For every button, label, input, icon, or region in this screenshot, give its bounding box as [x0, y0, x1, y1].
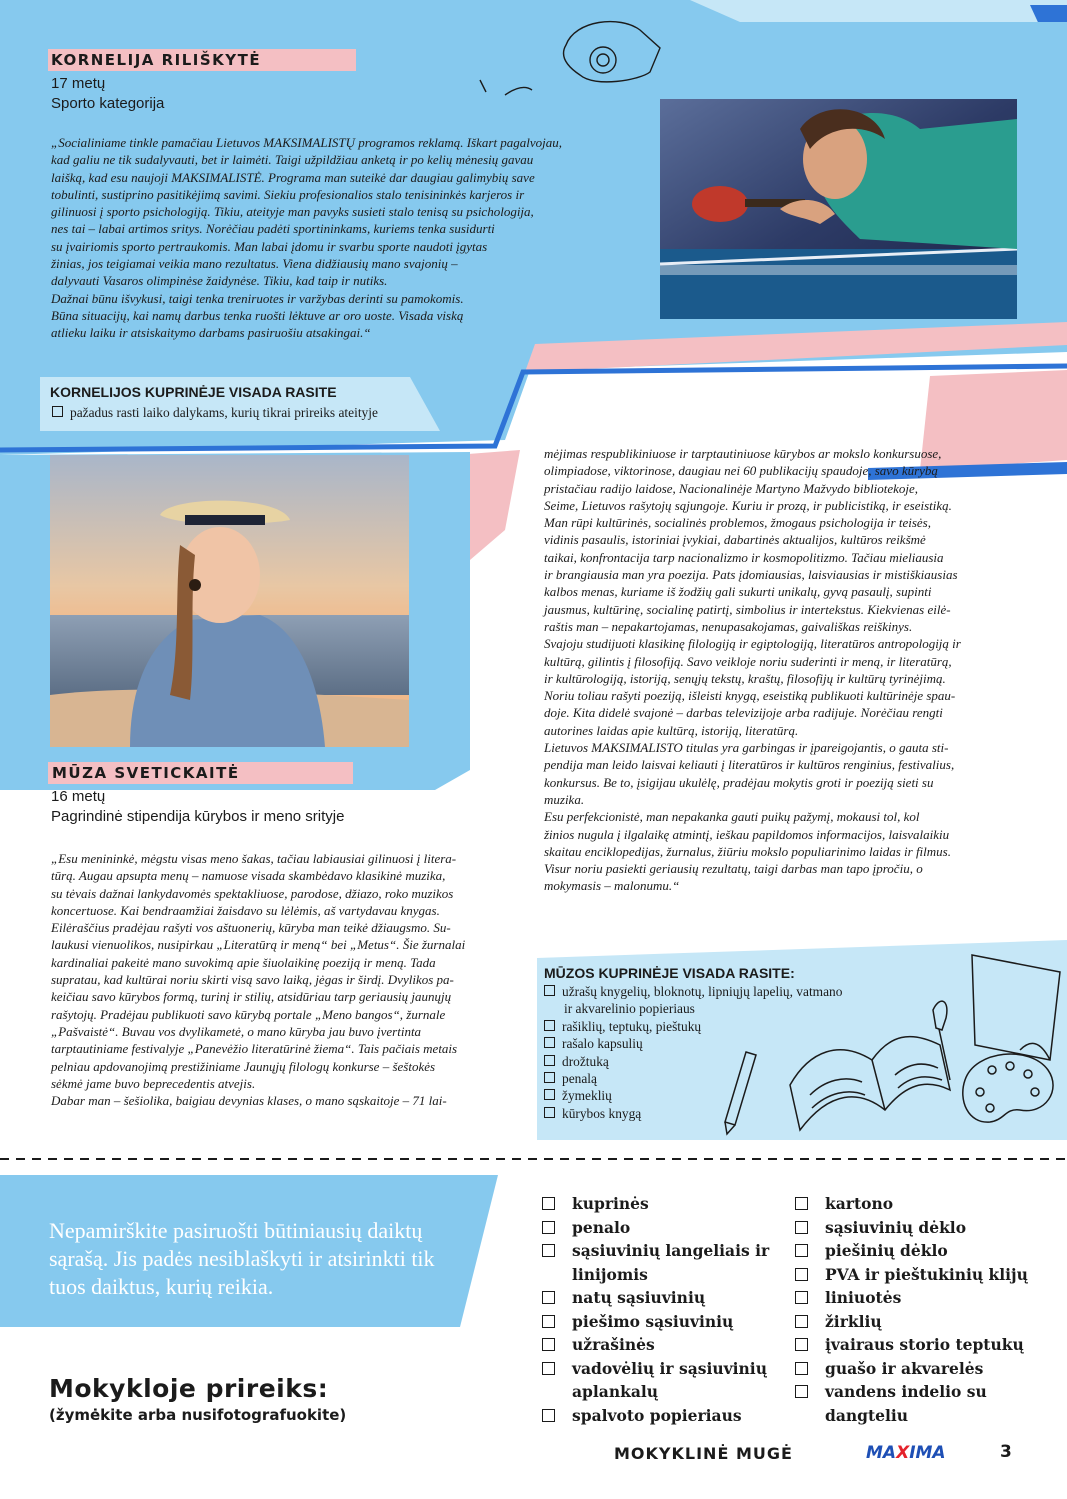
school-list-col1 — [540, 1192, 780, 1427]
school-list-item[interactable]: žirklių — [793, 1310, 1043, 1334]
checkbox-icon[interactable] — [795, 1221, 808, 1234]
checkbox-icon[interactable] — [795, 1244, 808, 1257]
school-list-item[interactable]: sąsiuvinių langeliais ir linijomis — [540, 1239, 780, 1286]
muza-backpack-item: žymeklių — [544, 1087, 894, 1104]
checkbox-icon[interactable] — [544, 985, 555, 996]
checkbox-icon[interactable] — [795, 1385, 808, 1398]
muza-category: Pagrindinė stipendija kūrybos ir meno srityje — [51, 808, 345, 825]
muza-name-accent — [38, 762, 48, 784]
school-list-item[interactable]: sąsiuvinių dėklo — [793, 1216, 1043, 1240]
school-list-item[interactable]: užrašinės — [540, 1333, 780, 1357]
checkbox-icon[interactable] — [542, 1221, 555, 1234]
muza-backpack-item: rašiklių, teptukų, pieštukų — [544, 1018, 894, 1035]
muza-backpack-item: užrašų knygelių, bloknotų, lipniųjų lapelių, vatmano — [544, 983, 894, 1000]
school-list-item[interactable]: liniuotės — [793, 1286, 1043, 1310]
muza-backpack-item-cont: ir akvarelinio popieriaus — [564, 1001, 695, 1017]
muza-backpack-box — [544, 965, 894, 1122]
checkbox-icon[interactable] — [795, 1338, 808, 1351]
kornelija-age: 17 metų — [51, 75, 106, 92]
school-subtitle: (žymėkite arba nusifotografuokite) — [49, 1406, 347, 1424]
checkbox-icon[interactable] — [544, 1020, 555, 1031]
kornelija-name: KORNELIJA RILIŠKYTĖ — [48, 49, 356, 71]
muza-quote-left: „Esu menininkė, mėgstu visas meno šakas, tačiau labiausiai gilinuosi į litera- tūrą. Augau apsupta menų – namuose visada skambėdavo klasikinė muzika, su tėvais dažnai lankydavomės spektakliuose, parodose, džiazo, roko muzikos koncertuose. Kai bendraamžiai žaisdavo su lėlėmis, aš vartydavau knygas. Eilėraščius pradėjau rašyti vos aštuonerių, kūryba man teikė džiaugsmo. Su- laukusi vienuolikos, nusipirkau „Literatūrą ir meną“ bei „Metus“. Šie žurnalai kardinaliai pakeitė mano suvokimą apie šiuolaikinę poeziją ir meną. Tada supratau, kad kultūrai noriu skirti visą savo laiką, jėgas ir širdį. Dvylikos pa- keičiau savo kūrybos formą, turinį ir stilių, atsidūriau tarp geriausių jaunųjų rašytojų. Pradėjau publikuoti savo kūrybą portale „Meno bangos“, žurnale „Pašvaistė“. Buvau vos dvylikametė, o mano kūryba jau buvo įvertinta tarptautiniame festivalyje „Panevėžio literatūrinė žiema“. Tais pačiais metais pelniau apdovanojimą prestižiniame Jaunųjų filologų konkurse – šeštokės sėkmė jame buvo beprecedentis atvejis. Dabar man – šešiolika, baigiau devynias klases, o mano sąskaitoje – 71 lai- — [51, 851, 466, 1109]
maxima-logo: MAXIMA — [866, 1443, 946, 1463]
checkbox-icon[interactable] — [542, 1409, 555, 1422]
checkbox-icon[interactable] — [544, 1107, 555, 1118]
kornelija-backpack-box — [0, 377, 440, 431]
checkbox-icon[interactable] — [795, 1268, 808, 1281]
school-list-item[interactable]: piešimo sąsiuvinių — [540, 1310, 780, 1334]
checkbox-icon[interactable] — [544, 1055, 555, 1066]
checkbox-icon[interactable] — [542, 1244, 555, 1257]
muza-backpack-item: kūrybos knygą — [544, 1105, 894, 1122]
school-list-item[interactable]: natų sąsiuvinių — [540, 1286, 780, 1310]
checkbox-icon[interactable] — [795, 1362, 808, 1375]
kornelija-backpack-item: pažadus rasti laiko dalykams, kurių tikrai prireiks ateityje — [52, 404, 378, 421]
checkbox-icon[interactable] — [544, 1037, 555, 1048]
muza-photo — [50, 455, 409, 747]
checkbox-icon[interactable] — [542, 1362, 555, 1375]
school-list-item[interactable]: vadovėlių ir sąsiuvinių aplankalų — [540, 1357, 780, 1404]
school-list-col2 — [793, 1192, 1043, 1427]
checkbox-icon[interactable] — [542, 1197, 555, 1210]
school-title: Mokykloje prireiks: — [49, 1374, 329, 1403]
muza-name: MŪZA SVETICKAITĖ — [38, 762, 353, 784]
school-list-item[interactable]: kuprinės — [540, 1192, 780, 1216]
muza-backpack-item: drožtuką — [544, 1053, 894, 1070]
kornelija-category: Sporto kategorija — [51, 95, 165, 112]
checkbox-icon[interactable] — [795, 1291, 808, 1304]
page-number: 3 — [1000, 1442, 1012, 1462]
kornelija-photo — [660, 99, 1017, 319]
muza-age: 16 metų — [51, 788, 106, 805]
muza-backpack-item: rašalo kapsulių — [544, 1035, 894, 1052]
school-list-item[interactable]: PVA ir pieštukinių klijų — [793, 1263, 1043, 1287]
checkbox-icon[interactable] — [542, 1291, 555, 1304]
footer-label: MOKYKLINĖ MUGĖ — [614, 1444, 793, 1463]
muza-backpack-item: penalą — [544, 1070, 894, 1087]
school-list-item[interactable]: penalo — [540, 1216, 780, 1240]
muza-quote-right: mėjimas respublikiniuose ir tarptautiniuose kūrybos ar mokslo konkursuose, olimpiadose, viktorinose, daugiau nei 60 publikacijų spaudoje, savo kūrybą pristačiau radijo laidose, Nacionalinėje Martyno Mažvydo bibliotekoje, Seime, Lietuvos rašytojų sąjungoje. Kuriu ir prozą, ir publicistiką, ir eseistiką. Man rūpi kultūrinės, socialinės problemos, žmogaus psichologija ir teisės, vidinis pasaulis, istoriniai įvykiai, dabartinės aktualijos, kultūros reikšmė taikai, konfrontacija tarp nacionalizmo ir kosmopolitizmo. Tačiau mieliausia ir brangiausia man yra poezija. Pats įdomiausias, laisviausias ir mistiškiausias kalbos menas, kuriame iš žodžių gali sukurti unikalų, gyvą pasaulį, supinti jausmus, kultūrinę, socialinę patirtį, simbolius ir intertekstus. Kiekvienas eilė- raštis man – nepakartojamas, nenupasakojamas, gaivališkas reiškinys. Svajoju studijuoti klasikinę filologiją ir egiptologiją, literatūros antropologiją ir kultūrą, gilintis į filosofiją. Savo veikloje noriu suderinti ir meną, ir literatūrą, ir kultūrologiją, istoriją, senųjų tekstų, kraštų, filosofijų ir kultūrų tyrinėjimą. Noriu toliau rašyti poeziją, išleisti knygą, eseistiką publikuoti kultūrinėje spau- doje. Kita didelė svajonė – darbas televizijoje arba radijuje. Norėčiau rengti autorines laidas apie kultūrą, istoriją, literatūrą. Lietuvos MAKSIMALISTO titulas yra garbingas ir įpareigojantis, o gauta sti- pendija man leido laisvai keliauti į literatūros ir kultūros renginius, festivalius, konkursus. Be to, įsigijau ukulėlę, pradėjau mokytis groti ir poeziją sieti su muzika. Esu perfekcionistė, man nepakanka gauti puikų pažymį, mokausi tol, kol žinios nugula į ilgalaikę atmintį, ieškau papildomos informacijos, laisvalaikiu skaitau enciklopedijas, žurnalus, žiūriu mokslo populiarinimo laidas ir filmus. Visur noriu pasiekti geriausių rezultatų, taigi darbas man tapo įpročiu, o mokymasis – malonumu.“ — [544, 446, 961, 894]
checkbox-icon[interactable] — [52, 406, 63, 417]
muza-backpack-title: MŪZOS KUPRINĖJE VISADA RASITE: — [544, 965, 795, 981]
school-list-item[interactable]: kartono — [793, 1192, 1043, 1216]
checkbox-icon[interactable] — [542, 1338, 555, 1351]
kornelija-backpack-title: KORNELIJOS KUPRINĖJE VISADA RASITE — [50, 384, 337, 400]
school-list-item[interactable]: piešinių dėklo — [793, 1239, 1043, 1263]
school-list-item[interactable]: įvairaus storio teptukų — [793, 1333, 1043, 1357]
checkbox-icon[interactable] — [542, 1315, 555, 1328]
school-reminder: Nepamirškite pasiruošti būtiniausių daiktų sąrašą. Jis padės nesiblaškyti ir atsirinkti tik tuos daiktus, kurių reikia. — [49, 1218, 435, 1299]
checkbox-icon[interactable] — [544, 1072, 555, 1083]
school-list-item[interactable]: guašo ir akvarelės — [793, 1357, 1043, 1381]
checkbox-icon[interactable] — [795, 1197, 808, 1210]
checkbox-icon[interactable] — [544, 1089, 555, 1100]
school-list-item[interactable]: spalvoto popieriaus — [540, 1404, 780, 1428]
kornelija-quote: „Socialiniame tinkle pamačiau Lietuvos MAKSIMALISTŲ programos reklamą. Iškart pagalvojau, kad galiu ne tik sudalyvauti, bet ir laimėti. Taigi užpildžiau anketą ir po kelių mėnesių gavau laišką, kad esu naujoji MAKSIMALISTĖ. Programa man suteikė dar daugiau galimybių save tobulinti, sustiprino pasitikėjimą savimi. Siekiu profesionalios stalo tenisininkės karjeros ir gilinuosi į sporto psichologiją. Tikiu, ateityje man pavyks susieti stalo tenisą su psichologija, nes tai – labai artimos sritys. Norėčiau padėti sportininkams, kuriems tenka susidurti su įvairiomis sporto pertraukomis. Man labai įdomu ir svarbu sporte naudoti įgytas žinias, jos teigiamai veikia mano rezultatus. Viena didžiausių mano svajonių – dalyvauti Vasaros olimpinėse žaidynėse. Tikiu, kad taip ir nutiks. Dažnai būnu išvykusi, taigi tenka treniruotes ir varžybas derinti su pamokomis. Būna situacijų, kai namų darbus tenka ruošti lėktuve ar oro uoste. Visada viską atlieku laiku ir atsiskaitymo darbams pasiruošiu atsakingai.“ — [51, 135, 563, 341]
school-list-item[interactable]: vandens indelio su dangteliu — [793, 1380, 1043, 1427]
checkbox-icon[interactable] — [795, 1315, 808, 1328]
